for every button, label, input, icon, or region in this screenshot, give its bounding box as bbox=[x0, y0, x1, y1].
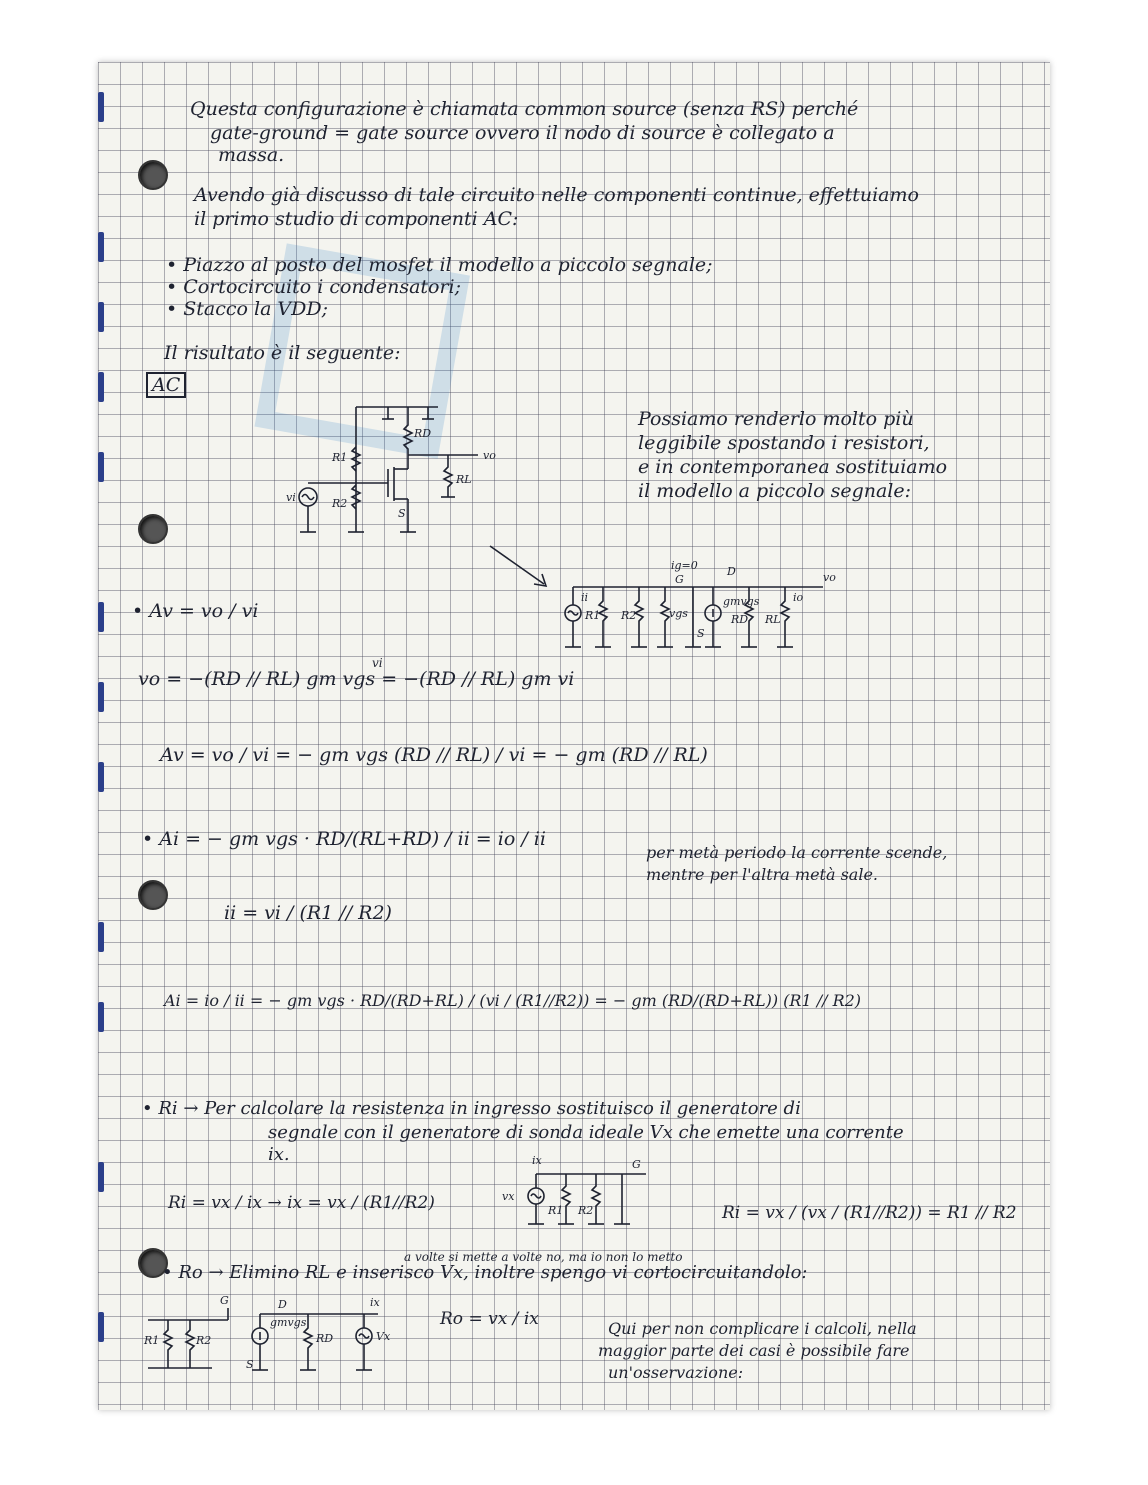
side-note-line: leggibile spostando i resistori, bbox=[638, 432, 930, 454]
binder-tab bbox=[98, 372, 104, 402]
small-note: a volte si mette a volte no, ma io non lo metto bbox=[404, 1250, 683, 1264]
vi-label: vi bbox=[286, 491, 296, 504]
binder-tab bbox=[98, 92, 104, 122]
ix-label: ix bbox=[370, 1296, 380, 1309]
binder-tab bbox=[98, 682, 104, 712]
r1-label: R1 bbox=[144, 1334, 160, 1347]
ro-equation: Ro = vx / ix bbox=[440, 1309, 539, 1329]
side-note-line: Possiamo renderlo molto più bbox=[638, 408, 914, 430]
drain-label: D bbox=[727, 565, 736, 578]
binder-tab bbox=[98, 232, 104, 262]
drain-label: D bbox=[278, 1298, 287, 1311]
binder-tab bbox=[98, 302, 104, 332]
vo-label: vo bbox=[483, 449, 496, 462]
gate-label: G bbox=[675, 573, 684, 586]
ai-equation: Ai = io / ii = − gm vgs · RD/(RD+RL) / (vi / (R1//R2)) = − gm (RD/(RD+RL)) (R1 // R2) bbox=[164, 991, 862, 1010]
binder-tab bbox=[98, 1002, 104, 1032]
small-signal-circuit-diagram bbox=[553, 557, 843, 662]
ro-note-line: Qui per non complicare i calcoli, nella bbox=[608, 1319, 917, 1338]
bullet-item: • Cortocircuito i condensatori; bbox=[166, 276, 462, 298]
vi-annotation: vi bbox=[372, 656, 383, 670]
binder-tab bbox=[98, 762, 104, 792]
av-equation: Av = vo / vi = − gm vgs (RD // RL) / vi = − gm (RD // RL) bbox=[160, 744, 708, 766]
punch-hole bbox=[138, 160, 168, 190]
ro-note-line: un'osservazione: bbox=[608, 1363, 744, 1382]
punch-hole bbox=[138, 880, 168, 910]
ri-equation: Ri = vx / ix → ix = vx / (R1//R2) bbox=[168, 1193, 435, 1213]
rd-label: RD bbox=[316, 1332, 334, 1345]
ig-label: ig=0 bbox=[671, 559, 698, 572]
r1-label: R1 bbox=[585, 609, 601, 622]
text-line: Questa configurazione è chiamata common source (senza RS) perché bbox=[190, 98, 859, 120]
rd-label: RD bbox=[731, 613, 749, 626]
r2-label: R2 bbox=[332, 497, 348, 510]
ri-circuit-diagram bbox=[496, 1152, 666, 1234]
bullet-item: • Stacco la VDD; bbox=[166, 298, 329, 320]
r2-label: R2 bbox=[578, 1204, 594, 1217]
binder-tab bbox=[98, 1312, 104, 1342]
arrow-icon bbox=[486, 542, 556, 592]
punch-hole bbox=[138, 514, 168, 544]
ac-label-box: AC bbox=[146, 372, 186, 398]
rl-label: RL bbox=[765, 613, 781, 626]
notebook-page bbox=[98, 62, 1050, 1410]
bullet-item: • Piazzo al posto del mosfet il modello a piccolo segnale; bbox=[166, 254, 713, 276]
side-note-line: il modello a piccolo segnale: bbox=[638, 480, 912, 502]
text-line: massa. bbox=[218, 144, 285, 166]
binder-tab bbox=[98, 452, 104, 482]
r2-label: R2 bbox=[196, 1334, 212, 1347]
ri-text-line: • Ri → Per calcolare la resistenza in ingresso sostituisco il generatore di bbox=[142, 1098, 801, 1119]
vgs-label: vgs bbox=[669, 607, 688, 620]
ix-label: ix bbox=[532, 1154, 542, 1167]
ai-note-line: mentre per l'altra metà sale. bbox=[646, 865, 879, 884]
av-definition: • Av = vo / vi bbox=[132, 600, 259, 622]
vo-equation: vo = −(RD // RL) gm vgs = −(RD // RL) gm vi bbox=[138, 668, 575, 690]
ri-text-line: ix. bbox=[268, 1144, 290, 1165]
r2-label: R2 bbox=[621, 609, 637, 622]
ri-result: Ri = vx / (vx / (R1//R2)) = R1 // R2 bbox=[722, 1203, 1017, 1223]
source-label: S bbox=[246, 1358, 254, 1371]
vo-label: vo bbox=[823, 571, 836, 584]
ri-text-line: segnale con il generatore di sonda ideale Vx che emette una corrente bbox=[268, 1122, 904, 1143]
ii-label: ii bbox=[581, 591, 589, 604]
source-label: S bbox=[398, 507, 406, 520]
ai-definition: • Ai = − gm vgs · RD/(RL+RD) / ii = io / ii bbox=[142, 828, 546, 850]
side-note-line: e in contemporanea sostituiamo bbox=[638, 456, 948, 478]
text-line: gate-ground = gate source ovvero il nodo di source è collegato a bbox=[210, 122, 835, 144]
gate-label: G bbox=[220, 1294, 229, 1307]
binder-tab bbox=[98, 922, 104, 952]
binder-tab bbox=[98, 1162, 104, 1192]
ro-note-line: maggior parte dei casi è possibile fare bbox=[598, 1341, 910, 1360]
ai-note-line: per metà periodo la corrente scende, bbox=[646, 843, 948, 862]
ro-circuit-diagram bbox=[128, 1290, 428, 1382]
rl-label: RL bbox=[456, 473, 472, 486]
text-line: Il risultato è il seguente: bbox=[164, 342, 401, 364]
gm-vgs-label: gmvgs bbox=[723, 595, 760, 608]
gate-label: G bbox=[632, 1158, 641, 1171]
binder-tab bbox=[98, 602, 104, 632]
ro-text-line: • Ro → Elimino RL e inserisco Vx, inoltre spengo vi cortocircuitandolo: bbox=[162, 1262, 808, 1283]
ac-circuit-diagram bbox=[278, 397, 518, 547]
ii-equation: ii = vi / (R1 // R2) bbox=[224, 902, 392, 924]
gm-vgs-label: gmvgs bbox=[270, 1316, 307, 1329]
vx-label: vx bbox=[502, 1190, 515, 1203]
source-label: S bbox=[697, 627, 705, 640]
io-label: io bbox=[793, 591, 804, 604]
vx-label: Vx bbox=[376, 1330, 391, 1343]
text-line: il primo studio di componenti AC: bbox=[194, 208, 519, 230]
text-line: Avendo già discusso di tale circuito nelle componenti continue, effettuiamo bbox=[194, 184, 919, 206]
rd-label: RD bbox=[414, 427, 432, 440]
r1-label: R1 bbox=[548, 1204, 564, 1217]
r1-label: R1 bbox=[332, 451, 348, 464]
